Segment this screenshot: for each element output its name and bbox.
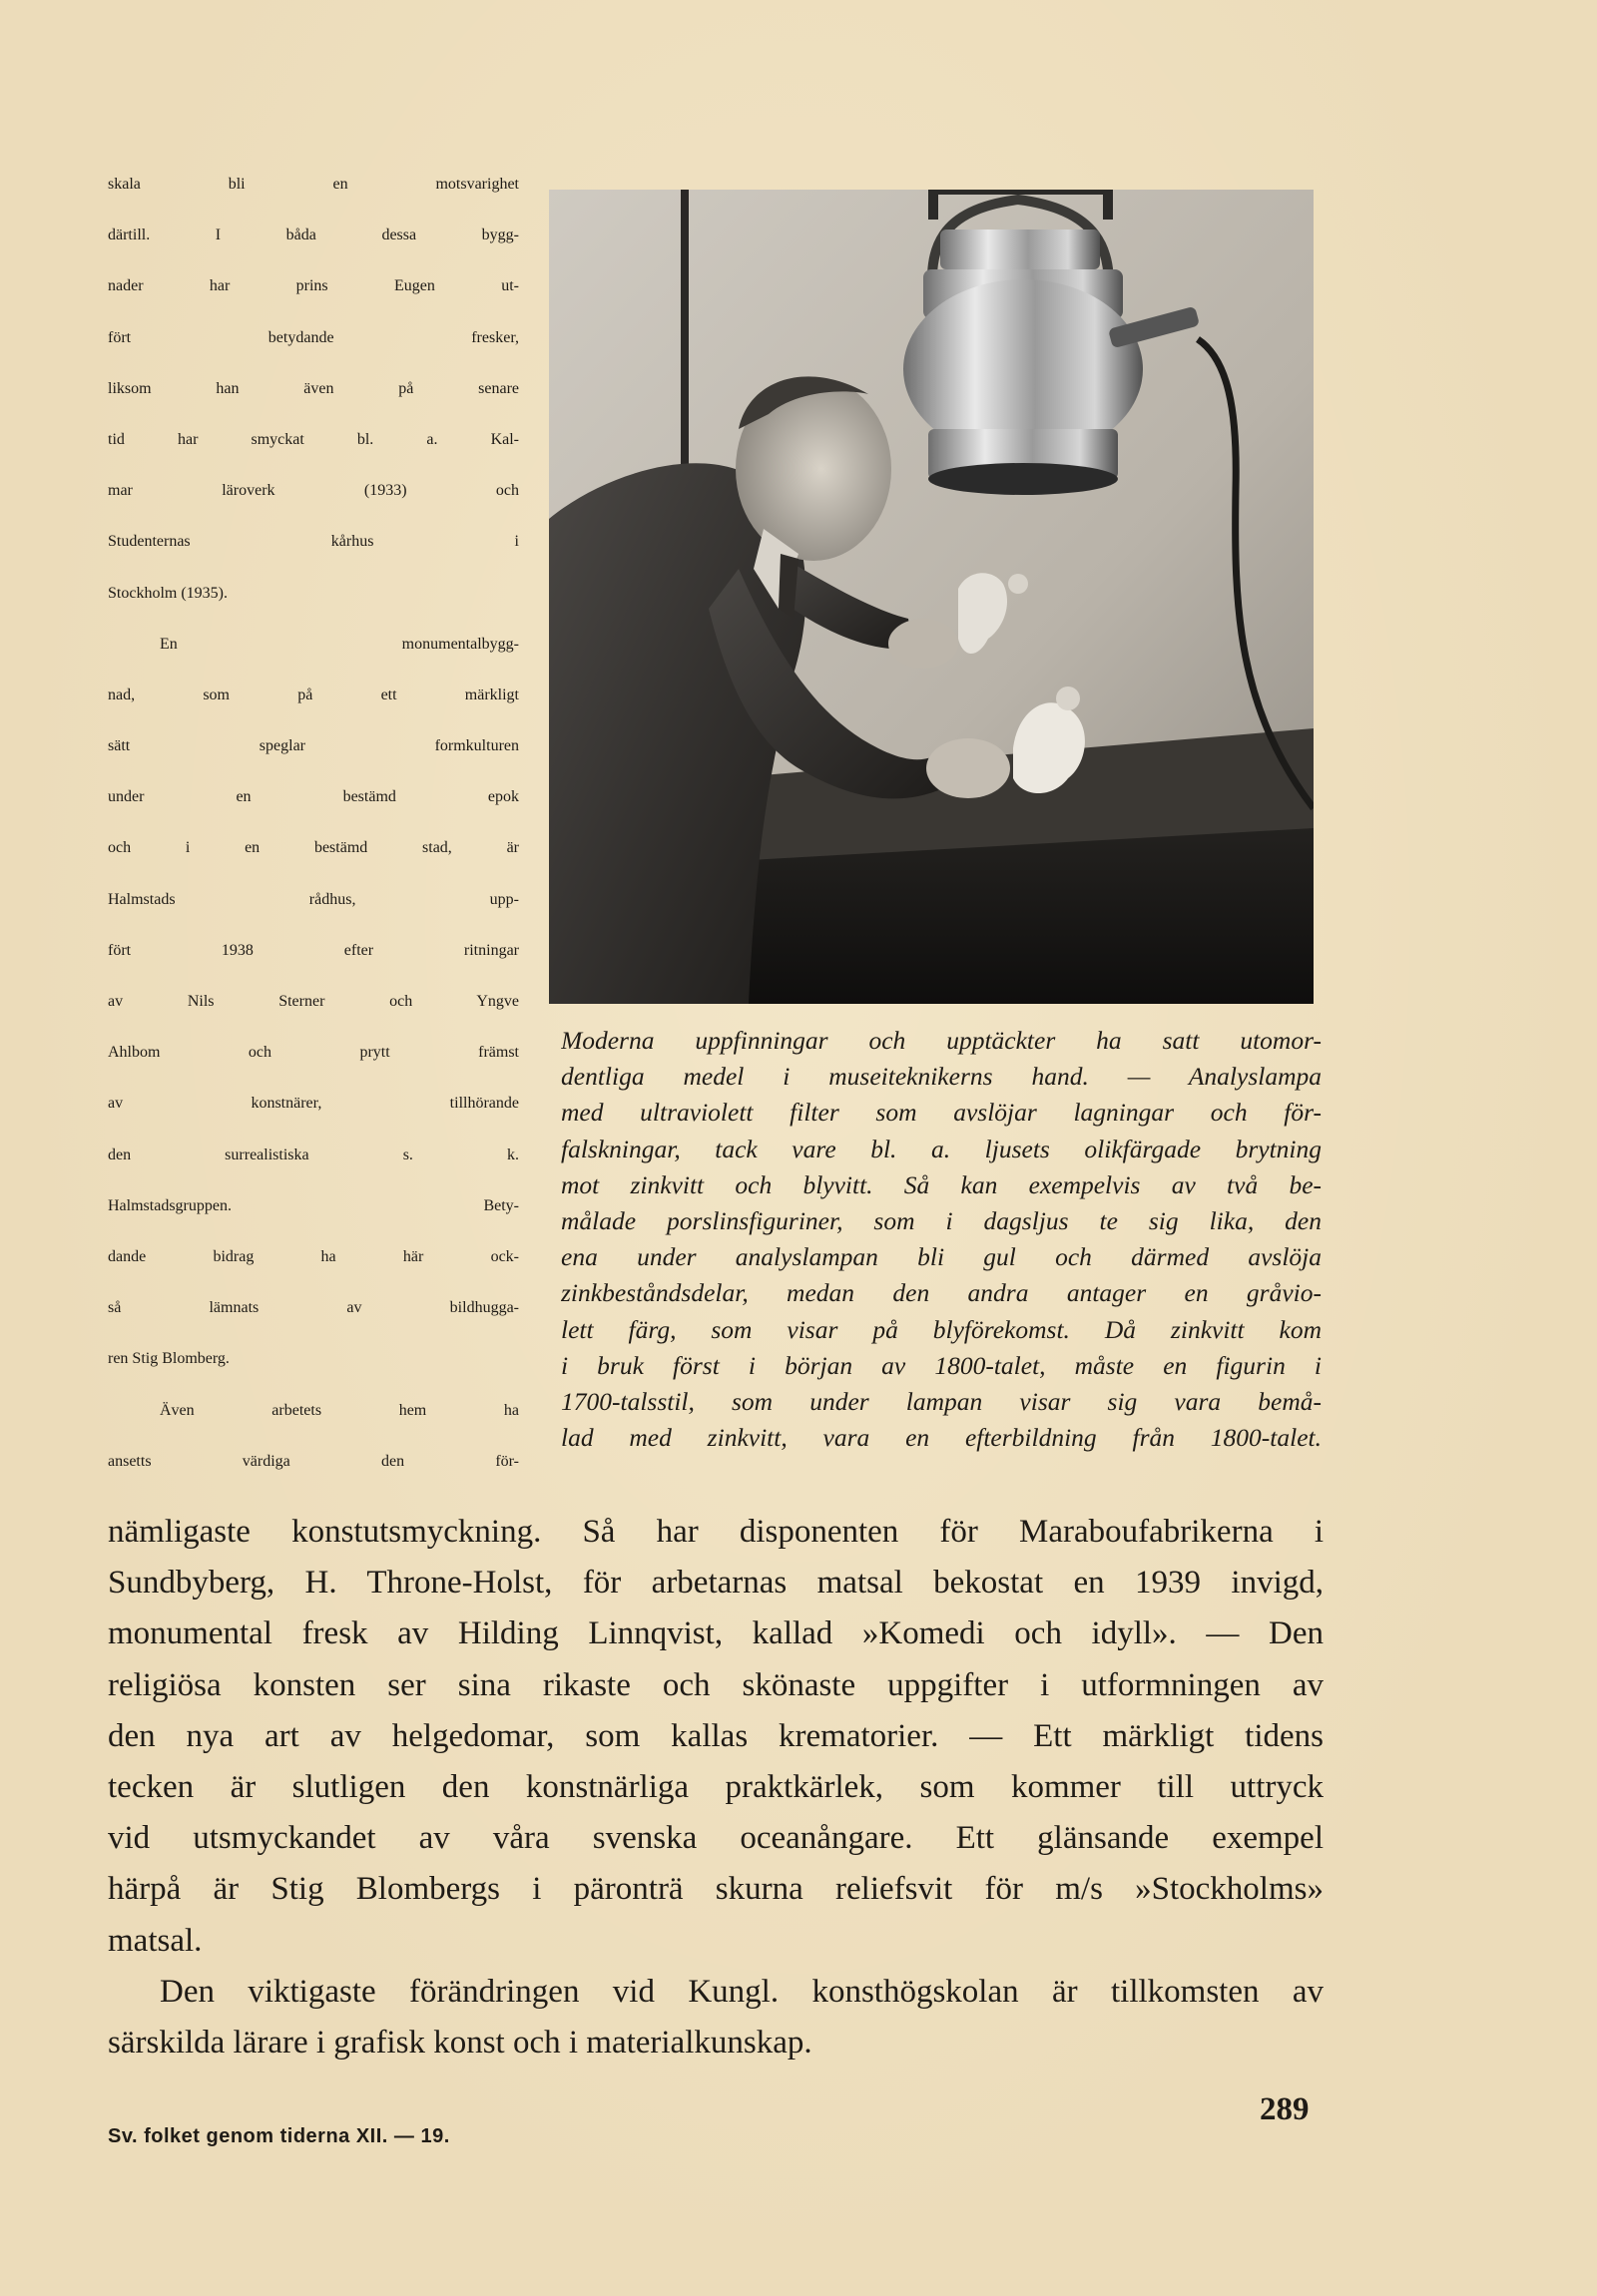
text-line: fört betydande fresker, xyxy=(108,328,519,346)
text-line: Stockholm (1935). xyxy=(108,584,228,602)
text-line: nämligaste konstutsmyckning. Så har disponenten för Maraboufabrikerna i xyxy=(108,1514,1324,1550)
text-line: ren Stig Blomberg. xyxy=(108,1350,230,1368)
paragraph-3-continued xyxy=(108,1507,1324,1967)
text-line: därtill. I båda dessa bygg- xyxy=(108,227,519,244)
text-line: fört 1938 efter ritningar xyxy=(108,941,519,959)
text-line: den nya art av helgedomar, som kallas krematorier. — Ett märkligt tidens xyxy=(108,1717,1324,1754)
text-line: vid utsmyckandet av våra svenska oceanångare. Ett glänsande exempel xyxy=(108,1820,1324,1857)
text-line: tid har smyckat bl. a. Kal- xyxy=(108,430,519,448)
text-line: av konstnärer, tillhörande xyxy=(108,1095,519,1113)
text-line: liksom han även på senare xyxy=(108,379,519,397)
text-line: nader har prins Eugen ut- xyxy=(108,277,519,295)
text-line: under en bestämd epok xyxy=(108,788,519,806)
figure-caption xyxy=(561,1023,1322,1456)
caption-line: falskningar, tack vare bl. a. ljusets olikfärgade brytning xyxy=(561,1134,1322,1163)
text-line: En monumentalbygg- xyxy=(160,635,519,653)
paragraph-1 xyxy=(108,176,519,636)
caption-line: dentliga medel i museiteknikerns hand. — Analyslampa xyxy=(561,1062,1322,1092)
footer-signature: Sv. folket genom tiderna XII. — 19. xyxy=(108,2125,450,2147)
text-line: mar läroverk (1933) och xyxy=(108,482,519,500)
photograph-icon xyxy=(549,190,1314,1004)
text-line: den surrealistiska s. k. xyxy=(108,1146,519,1163)
text-line: och i en bestämd stad, är xyxy=(108,839,519,857)
text-line: särskilda lärare i grafisk konst och i materialkunskap. xyxy=(108,2024,812,2061)
text-line: ansetts värdiga den för- xyxy=(108,1452,519,1470)
caption-line: lett färg, som visar på blyförekomst. Då zinkvitt kom xyxy=(561,1314,1322,1344)
text-line: dande bidrag ha här ock- xyxy=(108,1247,519,1265)
caption-line: i bruk först i början av 1800-talet, måste en figurin i xyxy=(561,1350,1322,1380)
photograph xyxy=(549,190,1314,1004)
caption-line: målade porslinsfiguriner, som i dagsljus te sig lika, den xyxy=(561,1205,1322,1235)
text-line: Studenternas kårhus i xyxy=(108,533,519,551)
caption-line: mot zinkvitt och blyvitt. Så kan exempelvis av två be- xyxy=(561,1169,1322,1199)
caption-line: Moderna uppfinningar och upptäckter ha satt utomor- xyxy=(561,1026,1322,1055)
left-text-column xyxy=(108,176,519,1504)
text-line: Ahlbom och prytt främst xyxy=(108,1044,519,1062)
text-line: nad, som på ett märkligt xyxy=(108,686,519,703)
text-line: så lämnats av bildhugga- xyxy=(108,1299,519,1317)
page-number: 289 xyxy=(1260,2091,1310,2127)
text-line: Halmstads rådhus, upp- xyxy=(108,890,519,908)
paragraph-2 xyxy=(108,636,519,1402)
text-line: Även arbetets hem ha xyxy=(160,1401,519,1419)
text-line: religiösa konsten ser sina rikaste och skönaste uppgifter i utformningen av xyxy=(108,1666,1324,1703)
caption-line: med ultraviolett filter som avslöjar lagningar och för- xyxy=(561,1098,1322,1128)
text-line: skala bli en motsvarighet xyxy=(108,176,519,193)
full-width-text xyxy=(108,1507,1324,2068)
text-line: av Nils Sterner och Yngve xyxy=(108,993,519,1010)
caption-line: lad med zinkvitt, vara en efterbildning från 1800-talet. xyxy=(561,1423,1322,1453)
text-line: monumental fresk av Hilding Linnqvist, kallad »Komedi och idyll». — Den xyxy=(108,1615,1324,1652)
caption-line: zinkbeståndsdelar, medan den andra antager en gråvio- xyxy=(561,1278,1322,1308)
text-line: tecken är slutligen den konstnärliga praktkärlek, som kommer till uttryck xyxy=(108,1768,1324,1805)
text-line: matsal. xyxy=(108,1922,203,1959)
text-line: härpå är Stig Blombergs i päronträ skurna reliefsvit för m/s »Stockholms» xyxy=(108,1871,1324,1908)
text-line: Halmstadsgruppen. Bety- xyxy=(108,1196,519,1214)
paragraph-3-start xyxy=(108,1402,519,1504)
text-line: Sundbyberg, H. Throne-Holst, för arbetarnas matsal bekostat en 1939 invigd, xyxy=(108,1565,1324,1602)
caption-line: 1700-talsstil, som under lampan visar sig vara bemå- xyxy=(561,1386,1322,1416)
caption-line: ena under analyslampan bli gul och därmed avslöja xyxy=(561,1242,1322,1272)
paragraph-4 xyxy=(108,1967,1324,2068)
text-line: Den viktigaste förändringen vid Kungl. konsthögskolan är tillkomsten av xyxy=(160,1973,1324,2010)
text-line: sätt speglar formkulturen xyxy=(108,737,519,755)
